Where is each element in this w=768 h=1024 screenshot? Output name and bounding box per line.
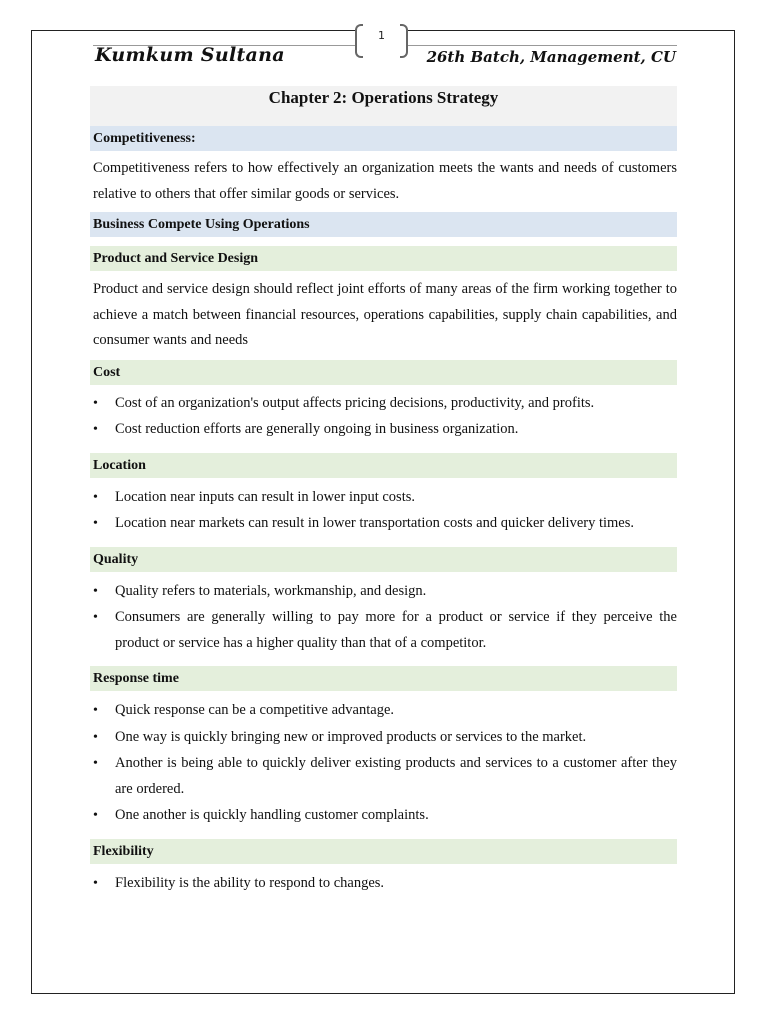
section-heading-quality: Quality [90, 547, 677, 572]
section-heading-competitiveness: Competitiveness: [90, 126, 677, 151]
list-item: • Cost of an organization's output affects pricing decisions, productivity, and profits. [90, 391, 677, 417]
section-heading-business-compete: Business Compete Using Operations [90, 212, 677, 237]
author-name: Kumkum Sultana [95, 44, 285, 66]
bracket-right-icon [400, 24, 408, 58]
page-number-badge [355, 24, 408, 60]
bullet-list-quality [90, 579, 677, 657]
list-item: • Location near inputs can result in lower input costs. [90, 485, 677, 511]
paragraph-competitiveness: Competitiveness refers to how effectively an organization meets the wants and needs of customers relative to others that offer similar goods or services. [93, 160, 677, 202]
bullet-list-location [90, 485, 677, 537]
list-item: • Another is being able to quickly deliver existing products and services to a customer after they are ordered. [90, 751, 677, 802]
list-item: • One way is quickly bringing new or improved products or services to the market. [90, 725, 677, 751]
paragraph-product-design: Product and service design should reflect joint efforts of many areas of the firm working together to achieve a match between financial resources, operations capabilities, supply chain capabilities, and consumer wants and needs [93, 281, 677, 348]
document-body [90, 86, 677, 897]
bullet-list-cost [90, 391, 677, 443]
list-item: • Consumers are generally willing to pay more for a product or service if they perceive the product or service has a higher quality than that of a competitor. [90, 605, 677, 656]
bullet-list-flexibility [90, 871, 677, 897]
batch-info: 26th Batch, Management, CU [426, 48, 676, 66]
section-heading-cost: Cost [90, 360, 677, 385]
list-item: • Cost reduction efforts are generally ongoing in business organization. [90, 417, 677, 443]
list-item: • Quality refers to materials, workmanship, and design. [90, 579, 677, 605]
chapter-title: Chapter 2: Operations Strategy [90, 86, 677, 126]
section-heading-response-time: Response time [90, 666, 677, 691]
list-item: • Location near markets can result in lower transportation costs and quicker delivery times. [90, 511, 677, 537]
list-item: • Flexibility is the ability to respond to changes. [90, 871, 677, 897]
section-heading-flexibility: Flexibility [90, 839, 677, 864]
list-item: • One another is quickly handling customer complaints. [90, 803, 677, 829]
list-item: • Quick response can be a competitive advantage. [90, 698, 677, 724]
page-number: 1 [378, 29, 385, 42]
section-heading-location: Location [90, 453, 677, 478]
bullet-list-response-time [90, 698, 677, 829]
section-heading-product-design: Product and Service Design [90, 246, 677, 271]
